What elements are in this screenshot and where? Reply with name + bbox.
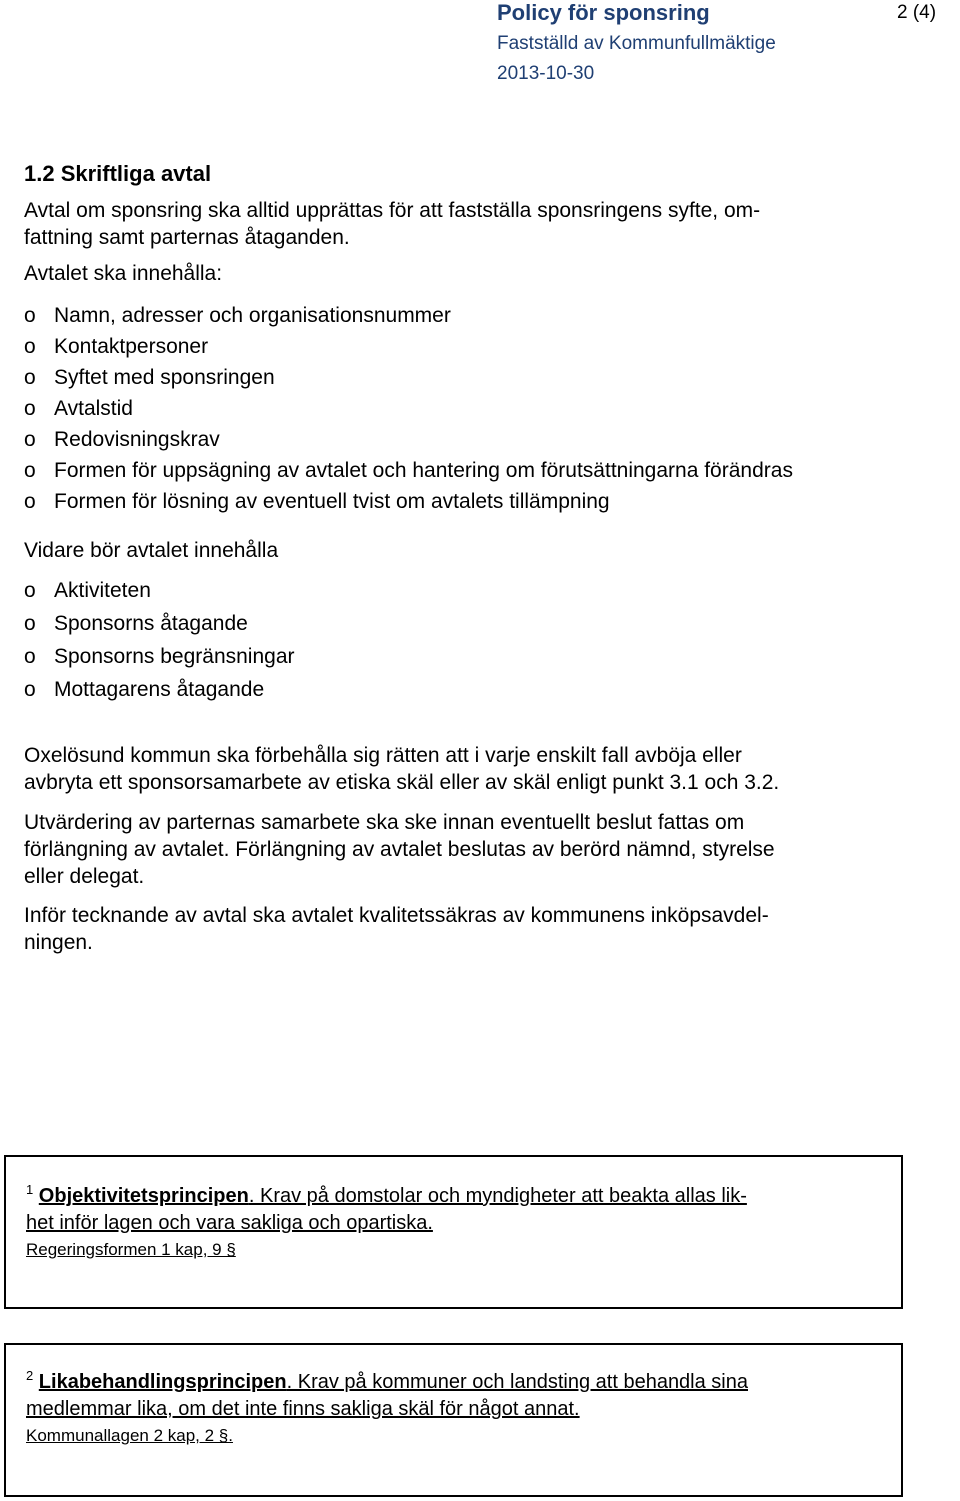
paragraph-1-line-1: Oxelösund kommun ska förbehålla sig rätten att i varje enskilt fall avböja eller xyxy=(24,744,742,767)
footnote-number: 2 xyxy=(26,1368,34,1383)
bullet-icon: o xyxy=(24,612,36,635)
bullet-icon: o xyxy=(24,397,36,420)
footnote-2-reference: Kommunallagen 2 kap, 2 §. xyxy=(26,1426,233,1445)
bullet-icon: o xyxy=(24,579,36,602)
paragraph-3-line-1: Inför tecknande av avtal ska avtalet kvalitetssäkras av kommunens inköpsavdel- xyxy=(24,904,769,927)
document-date: 2013-10-30 xyxy=(497,63,595,84)
intro-line-1: Avtal om sponsring ska alltid upprättas för att fastställa sponsringens syfte, om- xyxy=(24,199,761,222)
bullet-icon: o xyxy=(24,490,36,513)
bullet-icon: o xyxy=(24,335,36,358)
paragraph-3-line-2: ningen. xyxy=(24,931,93,954)
list-item: o Syftet med sponsringen xyxy=(24,366,275,389)
list-item: o Namn, adresser och organisationsnummer xyxy=(24,304,451,327)
footnote-1-reference: Regeringsformen 1 kap, 9 § xyxy=(26,1240,236,1259)
bullet-icon: o xyxy=(24,645,36,668)
paragraph-1-line-2: avbryta ett sponsorsamarbete av etiska skäl eller av skäl enligt punkt 3.1 och 3.2. xyxy=(24,771,780,794)
intro-line-2: fattning samt parternas åtaganden. xyxy=(24,226,350,249)
document-subtitle: Fastställd av Kommunfullmäktige xyxy=(497,33,776,54)
list-item: o Sponsorns åtagande xyxy=(24,612,248,635)
footnote-term: Objektivitetsprincipen xyxy=(38,1185,249,1207)
list-item: o Sponsorns begränsningar xyxy=(24,645,295,668)
list-item: o Avtalstid xyxy=(24,397,133,420)
list-item: o Formen för uppsägning av avtalet och hantering om förutsättningarna förändras xyxy=(24,459,793,482)
list-item: o Mottagarens åtagande xyxy=(24,678,265,701)
footnote-box-1 xyxy=(4,1155,903,1309)
footnote-number: 1 xyxy=(26,1182,34,1197)
bullet-icon: o xyxy=(24,366,36,389)
paragraph-2-line-1: Utvärdering av parternas samarbete ska ske innan eventuellt beslut fattas om xyxy=(24,811,745,834)
list-item: o Aktiviteten xyxy=(24,579,151,602)
list2-title: Vidare bör avtalet innehålla xyxy=(24,539,279,562)
list-item: o Kontaktpersoner xyxy=(24,335,209,358)
section-heading: 1.2 Skriftliga avtal xyxy=(24,161,212,186)
footnote-2-line-1: $^2$ Likabehandlingsprincipen. Krav på kommuner och landsting att behandla sina xyxy=(26,1368,748,1393)
bullet-icon: o xyxy=(24,428,36,451)
paragraph-2-line-2: förlängning av avtalet. Förlängning av avtalet beslutas av berörd nämnd, styrelse xyxy=(24,838,775,861)
list-item: o Formen för lösning av eventuell tvist om avtalets tillämpning xyxy=(24,490,610,513)
bullet-icon: o xyxy=(24,459,36,482)
footnote-box-2 xyxy=(4,1343,903,1497)
footnote-term: Likabehandlingsprincipen xyxy=(38,1371,287,1393)
list-item: o Redovisningskrav xyxy=(24,428,220,451)
footnote-1-line-1: $^1$ Objektivitetsprincipen. Krav på domstolar och myndigheter att beakta allas lik- xyxy=(26,1182,747,1207)
list1-title: Avtalet ska innehålla: xyxy=(24,262,223,285)
bullet-icon: o xyxy=(24,678,36,701)
document-title: Policy för sponsring xyxy=(497,0,710,25)
page-number: 2 (4) xyxy=(897,2,937,23)
paragraph-2-line-3: eller delegat. xyxy=(24,865,145,888)
footnote-1-line-2: het inför lagen och vara sakliga och opartiska. xyxy=(26,1212,433,1234)
footnote-2-line-2: medlemmar lika, om det inte finns sakliga skäl för något annat. xyxy=(26,1398,580,1420)
bullet-icon: o xyxy=(24,304,36,327)
